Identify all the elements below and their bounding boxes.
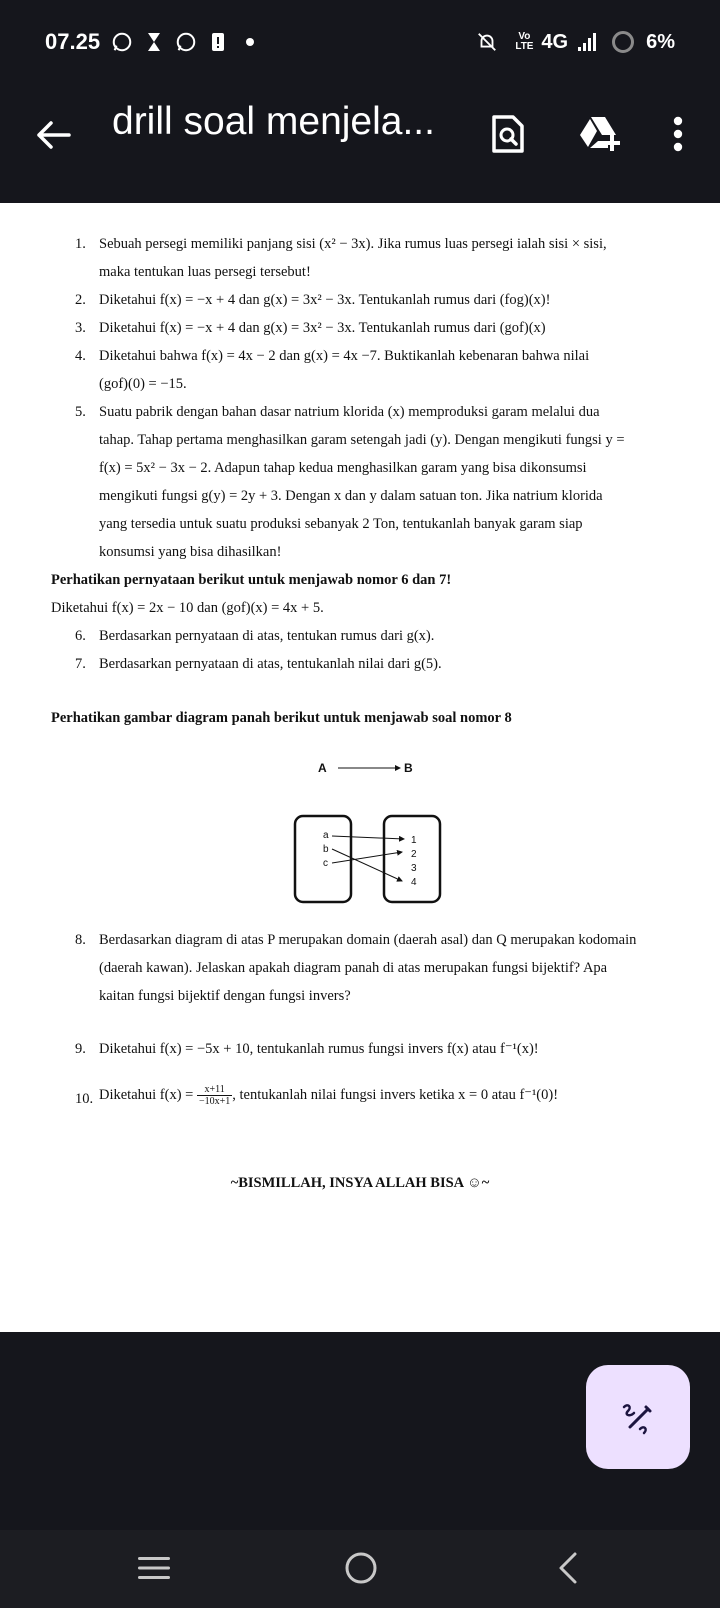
- edit-pen-icon: [618, 1397, 658, 1437]
- back-arrow-icon[interactable]: [32, 114, 74, 156]
- set-b-label: B: [404, 761, 413, 775]
- question-3: Diketahui f(x) = −x + 4 dan g(x) = 3x² − 3x. Tentukanlah rumus dari (gof)(x): [99, 320, 546, 336]
- question-number-1: 1.: [75, 236, 86, 252]
- question-10: [99, 1084, 558, 1107]
- question-10-prefix: Diketahui f(x) =: [99, 1086, 194, 1103]
- battery-percent: 6%: [646, 30, 675, 53]
- question-number-8: 8.: [75, 932, 86, 948]
- question-8-line-2: (daerah kawan). Jelaskan apakah diagram panah di atas merupakan fungsi bijektif? Apa: [99, 960, 608, 976]
- question-number-10: 10.: [75, 1091, 94, 1107]
- codomain-element-1: 1: [411, 835, 417, 846]
- question-1-line-2: maka tentukan luas persegi tersebut!: [99, 264, 311, 280]
- status-bar: [0, 0, 720, 84]
- question-10-suffix: , tentukanlah nilai fungsi invers ketika x = 0 atau f⁻¹(0)!: [232, 1086, 559, 1103]
- fraction-numerator: x+11: [197, 1084, 232, 1096]
- question-8-line-1: Berdasarkan diagram di atas P merupakan domain (daerah asal) dan Q merupakan kodomain: [99, 932, 637, 948]
- domain-element-a: a: [323, 830, 329, 841]
- domain-element-c: c: [323, 858, 328, 869]
- home-icon[interactable]: [337, 1548, 385, 1588]
- volte-label: Vo LTE: [515, 31, 534, 52]
- question-number-5: 5.: [75, 404, 86, 420]
- question-number-9: 9.: [75, 1041, 86, 1057]
- given-6-7: Diketahui f(x) = 2x − 10 dan (gof)(x) = 4x + 5.: [51, 600, 324, 616]
- mapping-arrow-a-1: [332, 836, 404, 839]
- question-number-6: 6.: [75, 628, 86, 644]
- codomain-element-2: 2: [411, 849, 417, 860]
- question-5-line-2: tahap. Tahap pertama menghasilkan garam setengah jadi (y). Dengan mengikuti fungsi y =: [99, 432, 625, 448]
- question-6: Berdasarkan pernyataan di atas, tentukan rumus dari g(x).: [99, 628, 435, 644]
- question-8-line-3: kaitan fungsi bijektif dengan fungsi invers?: [99, 988, 351, 1004]
- navigation-bar: [0, 1530, 720, 1608]
- question-4-line-2: (gof)(0) = −15.: [99, 376, 187, 392]
- question-4-line-1: Diketahui bahwa f(x) = 4x − 2 dan g(x) = 4x −7. Buktikanlah kebenaran bahwa nilai: [99, 348, 590, 364]
- battery-icon: [612, 31, 634, 53]
- domain-element-b: b: [323, 844, 329, 855]
- drive-add-icon[interactable]: [576, 110, 624, 158]
- dot-icon: [238, 30, 262, 54]
- network-type: 4G: [541, 30, 569, 53]
- question-5-line-5: yang tersedia untuk suatu produksi sebanyak 2 Ton, tentukanlah banyak garam siap: [99, 516, 583, 532]
- fraction-denominator: −10x+1: [198, 1096, 231, 1107]
- question-number-2: 2.: [75, 292, 86, 308]
- back-icon[interactable]: [543, 1548, 591, 1588]
- question-number-3: 3.: [75, 320, 86, 336]
- question-2: Diketahui f(x) = −x + 4 dan g(x) = 3x² − 3x. Tentukanlah rumus dari (fog)(x)!: [99, 292, 551, 308]
- edit-fab-button[interactable]: [586, 1365, 690, 1469]
- set-a-label: A: [318, 761, 327, 775]
- signal-icon: [578, 33, 596, 51]
- question-7: Berdasarkan pernyataan di atas, tentukanlah nilai dari g(5).: [99, 656, 442, 672]
- instruction-8: Perhatikan gambar diagram panah berikut untuk menjawab soal nomor 8: [51, 710, 512, 726]
- arrow-diagram: [290, 756, 450, 911]
- alert-icon: [206, 30, 230, 54]
- status-time: 07.25: [45, 29, 101, 54]
- whatsapp-icon: [110, 30, 134, 54]
- find-in-page-icon[interactable]: [484, 110, 532, 158]
- codomain-element-4: 4: [411, 877, 417, 888]
- question-9: Diketahui f(x) = −5x + 10, tentukanlah rumus fungsi invers f(x) atau f⁻¹(x)!: [99, 1041, 539, 1057]
- document-title: drill soal menjela...: [112, 100, 435, 143]
- whatsapp-icon: [174, 30, 198, 54]
- closing-message: ~BISMILLAH, INSYA ALLAH BISA ☺~: [230, 1175, 490, 1191]
- question-1-line-1: Sebuah persegi memiliki panjang sisi (x² − 3x). Jika rumus luas persegi ialah sisi × sisi,: [99, 236, 607, 252]
- question-number-4: 4.: [75, 348, 86, 364]
- question-number-7: 7.: [75, 656, 86, 672]
- hourglass-icon: [142, 30, 166, 54]
- codomain-element-3: 3: [411, 863, 417, 874]
- document-page[interactable]: [0, 203, 720, 1332]
- question-5-line-1: Suatu pabrik dengan bahan dasar natrium klorida (x) memproduksi garam melalui dua: [99, 404, 600, 420]
- more-vert-icon[interactable]: [654, 110, 702, 158]
- question-5-line-3: f(x) = 5x² − 3x − 2. Adapun tahap kedua menghasilkan garam yang bisa dikonsumsi: [99, 460, 587, 476]
- mute-notification-icon: [475, 30, 499, 54]
- instruction-6-7: Perhatikan pernyataan berikut untuk menjawab nomor 6 dan 7!: [51, 572, 452, 588]
- app-bar: [0, 84, 720, 202]
- question-5-line-4: mengikuti fungsi g(y) = 2y + 3. Dengan x dan y dalam satuan ton. Jika natrium klorida: [99, 488, 603, 504]
- recent-apps-icon[interactable]: [130, 1548, 178, 1588]
- question-5-line-6: konsumsi yang bisa dihasilkan!: [99, 544, 282, 560]
- question-10-fraction: [197, 1084, 232, 1107]
